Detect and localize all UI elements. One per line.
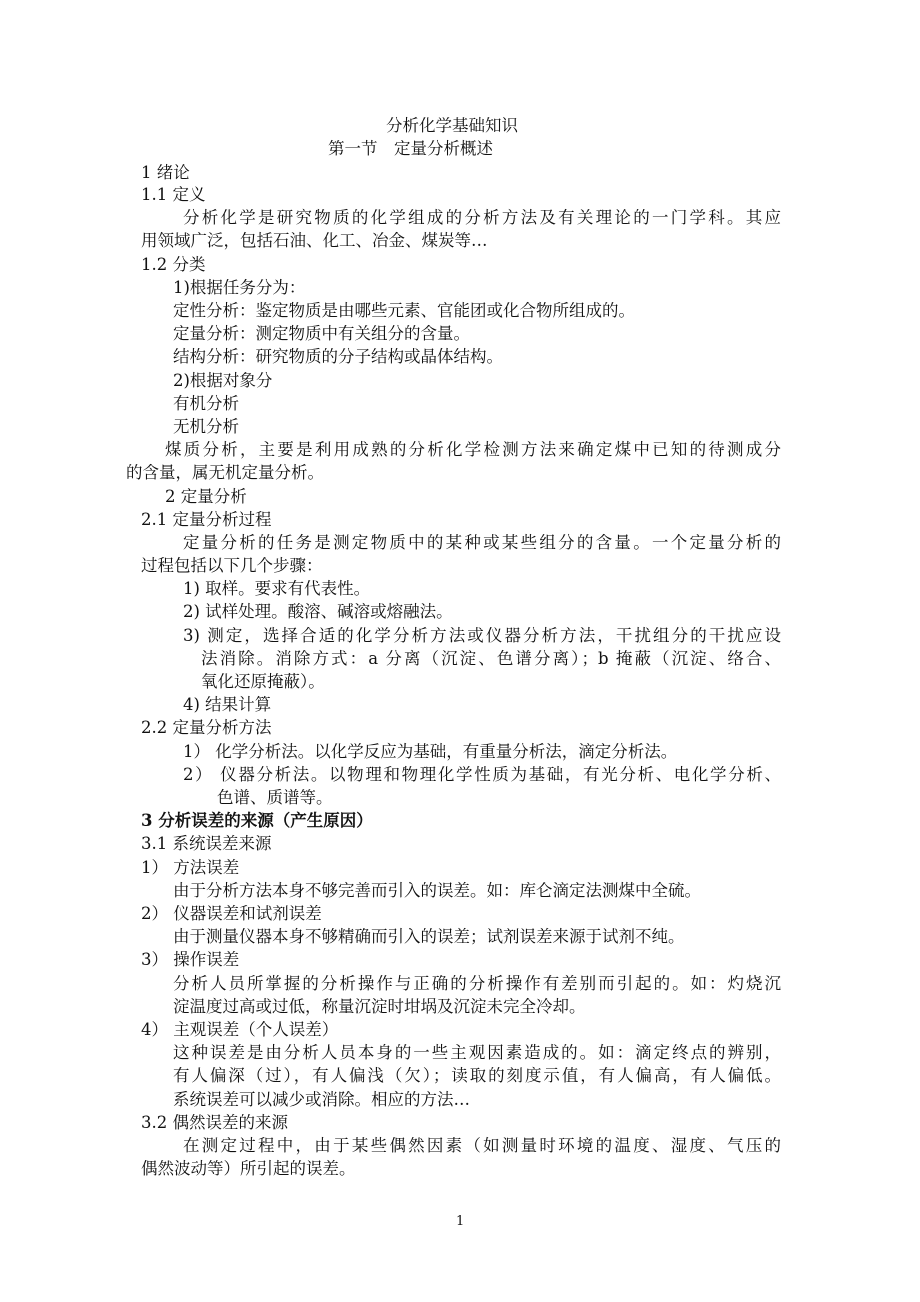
random-error-line1: 在测定过程中，由于某些偶然因素（如测量时环境的温度、湿度、气压的 — [183, 1136, 781, 1155]
heading-3: 3 分析误差的来源（产生原因） — [141, 811, 373, 830]
error-1-text: 由于分析方法本身不够完善而引入的误差。如：库仑滴定法测煤中全硫。 — [173, 881, 701, 900]
process-step-3-line2: 法消除。消除方式：a 分离（沉淀、色谱分离）；b 掩蔽（沉淀、络合、 — [201, 649, 781, 668]
random-error-line2: 偶然波动等）所引起的误差。 — [141, 1159, 356, 1178]
heading-1-2: 1.2 分类 — [141, 255, 206, 274]
process-step-3-line3: 氧化还原掩蔽）。 — [201, 672, 325, 691]
paragraph-definition-line1: 分析化学是研究物质的化学组成的分析方法及有关理论的一门学科。其应 — [183, 208, 781, 227]
error-3-title: 3） 操作误差 — [141, 950, 240, 969]
error-4-line1: 这种误差是由分析人员本身的一些主观因素造成的。如：滴定终点的辨别， — [173, 1043, 781, 1062]
coal-analysis-line2: 的含量，属无机定量分析。 — [126, 463, 324, 482]
method-2-line2: 色谱、质谱等。 — [217, 788, 333, 807]
heading-3-2: 3.2 偶然误差的来源 — [141, 1113, 288, 1132]
quantitative-analysis: 定量分析：测定物质中有关组分的含量。 — [173, 324, 470, 343]
process-paragraph-line1: 定量分析的任务是测定物质中的某种或某些组分的含量。一个定量分析的 — [183, 533, 781, 552]
document-title: 分析化学基础知识 — [386, 116, 518, 135]
section-heading: 第一节 定量分析概述 — [328, 139, 493, 158]
page-number: 1 — [456, 1214, 465, 1229]
process-step-3-line1: 3) 测定，选择合适的化学分析方法或仪器分析方法，干扰组分的干扰应设 — [183, 626, 781, 645]
error-3-line2: 淀温度过高或过低，称量沉淀时坩埚及沉淀未完全冷却。 — [173, 997, 586, 1016]
qualitative-analysis: 定性分析：鉴定物质是由哪些元素、官能团或化合物所组成的。 — [173, 301, 635, 320]
error-2-text: 由于测量仪器本身不够精确而引入的误差；试剂误差来源于试剂不纯。 — [173, 927, 685, 946]
method-2-line1: 2） 仪器分析法。以物理和物理化学性质为基础，有光分析、电化学分析、 — [183, 765, 781, 784]
coal-analysis-line1: 煤质分析，主要是利用成熟的分析化学检测方法来确定煤中已知的待测成分 — [165, 440, 781, 459]
error-1-title: 1） 方法误差 — [141, 858, 240, 877]
error-2-title: 2） 仪器误差和试剂误差 — [141, 904, 322, 923]
heading-1: 1 绪论 — [141, 163, 190, 182]
heading-3-1: 3.1 系统误差来源 — [141, 834, 272, 853]
error-3-line1: 分析人员所掌握的分析操作与正确的分析操作有差别而引起的。如：灼烧沉 — [173, 974, 781, 993]
error-4-line2: 有人偏深（过），有人偏浅（欠）；读取的刻度示值，有人偏高，有人偏低。 — [173, 1066, 781, 1085]
heading-1-1: 1.1 定义 — [141, 185, 206, 204]
method-1: 1） 化学分析法。以化学反应为基础，有重量分析法，滴定分析法。 — [183, 742, 678, 761]
process-step-2: 2) 试样处理。酸溶、碱溶或熔融法。 — [183, 602, 453, 621]
error-reduce-note: 系统误差可以减少或消除。相应的方法… — [173, 1090, 470, 1109]
process-paragraph-line2: 过程包括以下几个步骤： — [141, 556, 323, 575]
process-step-1: 1) 取样。要求有代表性。 — [183, 579, 371, 598]
paragraph-definition-line2: 用领域广泛，包括石油、化工、冶金、煤炭等… — [141, 231, 488, 250]
heading-2: 2 定量分析 — [165, 487, 247, 506]
organic-analysis: 有机分析 — [173, 394, 239, 413]
error-4-title: 4） 主观误差（个人误差） — [141, 1020, 339, 1039]
process-step-4: 4) 结果计算 — [183, 695, 272, 714]
classify-by-object: 2)根据对象分 — [173, 371, 273, 390]
classify-by-task: 1)根据任务分为： — [173, 278, 306, 297]
structural-analysis: 结构分析：研究物质的分子结构或晶体结构。 — [173, 347, 503, 366]
heading-2-2: 2.2 定量分析方法 — [141, 718, 272, 737]
inorganic-analysis: 无机分析 — [173, 417, 239, 436]
heading-2-1: 2.1 定量分析过程 — [141, 510, 272, 529]
